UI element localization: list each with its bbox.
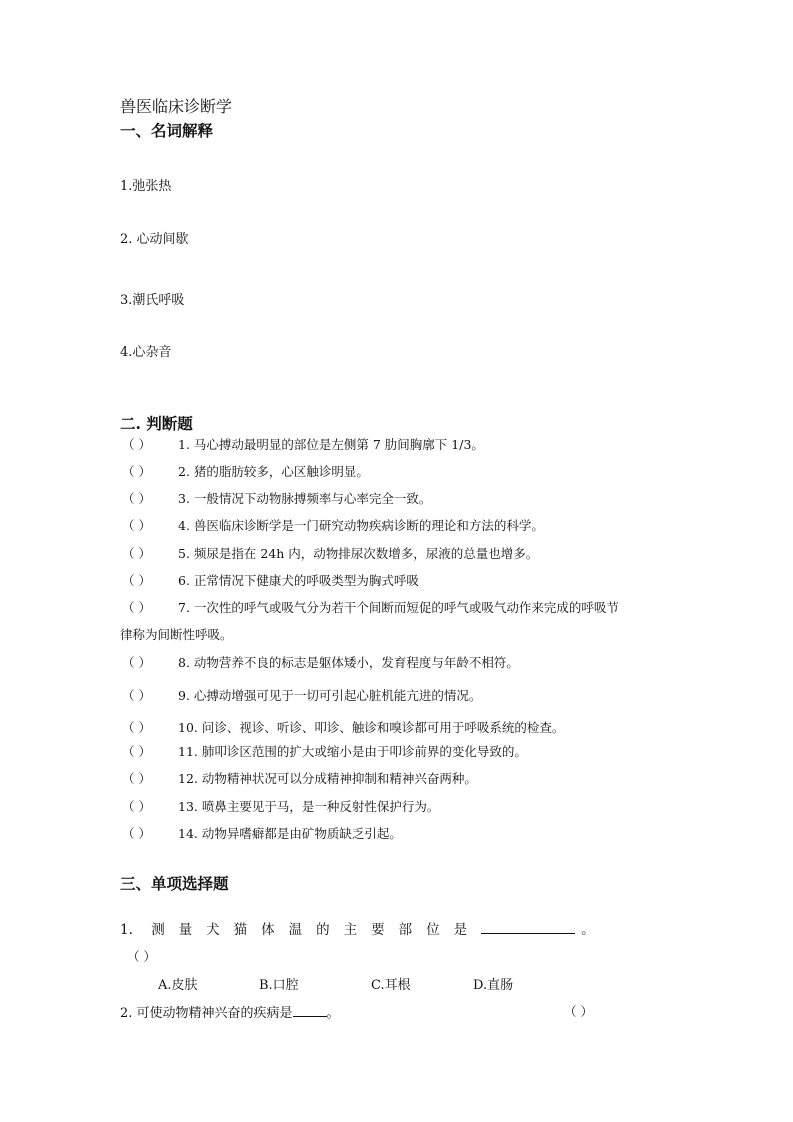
tf-item-text: 6. 正常情况下健康犬的呼吸类型为胸式呼吸 [178, 573, 419, 588]
option-c: C.耳根 [371, 978, 411, 993]
tf-item-9 [122, 686, 481, 704]
tf-item-text: 13. 喷鼻主要见于马，是一种反射性保护行为。 [178, 799, 440, 814]
tf-item-text: 4. 兽医临床诊断学是一门研究动物疾病诊断的理论和方法的科学。 [178, 518, 544, 533]
answer-blank [293, 1004, 327, 1017]
answer-paren: （ ） [122, 799, 151, 814]
answer-paren: （ ） [122, 491, 151, 506]
tf-item-7 [122, 598, 619, 616]
answer-paren: （ ） [122, 688, 151, 703]
answer-paren: （ ） [122, 720, 151, 735]
tf-item-text: 1. 马心搏动最明显的部位是左侧第 7 肋间胸廓下 1/3。 [178, 437, 484, 452]
tf-item-text: 12. 动物精神状况可以分成精神抑制和精神兴奋两种。 [178, 771, 477, 786]
option-a: A.皮肤 [158, 978, 198, 993]
question-2 [120, 1002, 340, 1021]
tf-item-text: 8. 动物营养不良的标志是躯体矮小，发育程度与年龄不相符。 [178, 655, 519, 670]
tf-item-text: 9. 心搏动增强可见于一切可引起心脏机能亢进的情况。 [178, 688, 482, 703]
option-b: B.口腔 [259, 978, 299, 993]
question-1-number: 1. [120, 922, 133, 938]
tf-item-text: 2. 猪的脂肪较多，心区触诊明显。 [178, 464, 369, 479]
answer-paren: （ ） [122, 771, 151, 786]
answer-paren: （ ） [122, 546, 151, 561]
question-2-paren: （ ） [564, 1004, 593, 1019]
question-1-paren: （ ） [127, 949, 156, 964]
tf-item-14 [122, 824, 402, 842]
answer-paren: （ ） [122, 464, 151, 479]
answer-paren: （ ） [122, 518, 151, 533]
tf-item-text: 11. 肺叩诊区范围的扩大或缩小是由于叩诊前界的变化导致的。 [178, 744, 527, 759]
answer-paren: （ ） [122, 655, 151, 670]
question-1-end: 。 [581, 922, 595, 938]
tf-item-3 [122, 489, 431, 507]
document-title: 兽医临床诊断学 [120, 97, 233, 116]
term-3: 3.潮氏呼吸 [120, 293, 185, 308]
tf-item-text: 14. 动物异嗜癖都是由矿物质缺乏引起。 [178, 826, 402, 841]
term-4: 4.心杂音 [120, 345, 172, 360]
term-1: 1.弛张热 [120, 179, 172, 194]
term-2: 2. 心动间歇 [120, 232, 189, 247]
tf-item-text: 3. 一般情况下动物脉搏频率与心率完全一致。 [178, 491, 432, 506]
answer-paren: （ ） [122, 826, 151, 841]
tf-item-10 [122, 718, 564, 736]
tf-item-1 [122, 435, 484, 453]
tf-item-11 [122, 742, 527, 760]
tf-item-text: 7. 一次性的呼气或吸气分为若干个间断而短促的呼气或吸气动作来完成的呼吸节 [178, 600, 619, 615]
answer-paren: （ ） [122, 744, 151, 759]
tf-item-8 [122, 653, 519, 671]
question-2-end: 。 [326, 1006, 340, 1021]
tf-item-13 [122, 797, 439, 815]
tf-item-4 [122, 516, 544, 534]
section2-heading: 二. 判断题 [120, 414, 193, 433]
tf-item-text: 10. 问诊、视诊、听诊、叩诊、触诊和嗅诊都可用于呼吸系统的检查。 [178, 720, 565, 735]
section1-heading: 一、名词解释 [120, 121, 214, 140]
answer-blank [481, 921, 575, 934]
tf-item-text: 5. 频尿是指在 24h 内，动物排尿次数增多，尿液的总量也增多。 [178, 546, 539, 561]
section3-heading: 三、单项选择题 [120, 874, 229, 893]
option-d: D.直肠 [473, 978, 514, 993]
answer-paren: （ ） [122, 573, 151, 588]
tf-item-5 [122, 544, 538, 562]
answer-paren: （ ） [122, 600, 151, 615]
answer-paren: （ ） [122, 437, 151, 452]
tf-item-12 [122, 769, 477, 787]
tf-item-6 [122, 571, 419, 589]
tf-item-2 [122, 462, 369, 480]
question-2-stem: 2. 可使动物精神兴奋的疾病是 [120, 1006, 293, 1021]
question-1 [120, 918, 595, 938]
tf-item-7-continuation: 律称为间断性呼吸。 [120, 627, 233, 642]
question-1-stem: 测量犬猫体温的主要部位是 [151, 922, 482, 938]
